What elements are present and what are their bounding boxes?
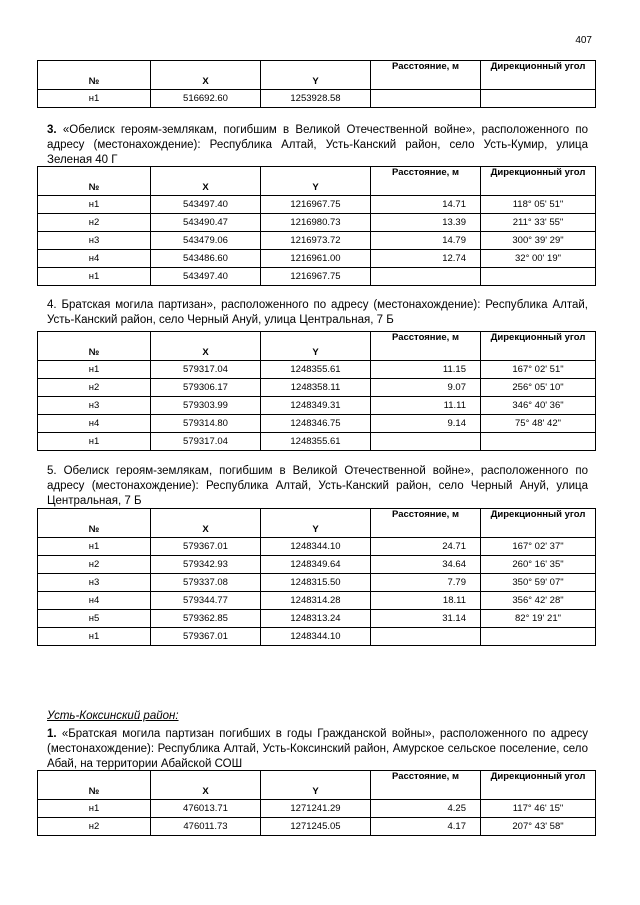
distance-cell: 7.79 (371, 574, 481, 592)
x-cell: 476013.71 (151, 800, 261, 818)
table-row (38, 379, 596, 397)
header-direction-angle: Дирекционный угол (481, 771, 596, 800)
table-row (38, 250, 596, 268)
header-direction-angle: Дирекционный угол (481, 509, 596, 538)
y-cell: 1271241.29 (261, 800, 371, 818)
y-cell: 1248358.11 (261, 379, 371, 397)
angle-cell: 32° 00' 19" (481, 250, 596, 268)
distance-cell: 34.64 (371, 556, 481, 574)
section-k1-description: «Братская могила партизан погибших в годы Гражданской войны», расположенного по адресу (местонахождение): Республика Алтай, Усть-Коксинский район, Амурское сельское поселение, село Абай, на территории Абайской СОШ (47, 728, 588, 770)
x-cell: 543486.60 (151, 250, 261, 268)
coordinates-table-0 (37, 60, 596, 108)
point-id-cell: н2 (38, 556, 151, 574)
table-row (38, 800, 596, 818)
x-cell: 543490.47 (151, 214, 261, 232)
table-row (38, 232, 596, 250)
x-cell: 579342.93 (151, 556, 261, 574)
header-direction-angle: Дирекционный угол (481, 167, 596, 196)
header-x: X (151, 167, 261, 196)
distance-cell: 14.79 (371, 232, 481, 250)
y-cell: 1248314.28 (261, 592, 371, 610)
x-cell: 579317.04 (151, 433, 261, 451)
coordinates-table-section-4 (37, 331, 596, 451)
angle-cell: 167° 02' 51" (481, 361, 596, 379)
angle-cell (481, 628, 596, 646)
table-row (38, 592, 596, 610)
y-cell: 1248315.50 (261, 574, 371, 592)
section-k1-number: 1. (47, 728, 57, 740)
distance-cell (371, 268, 481, 286)
x-cell: 579306.17 (151, 379, 261, 397)
y-cell: 1248346.75 (261, 415, 371, 433)
angle-cell: 207° 43' 58" (481, 818, 596, 836)
section-4-description: 4. Братская могила партизан», расположенного по адресу (местонахождение): Республика Алтай, Усть-Канский район, село Черный Ануй, улица Центральная, 7 Б (47, 299, 588, 326)
point-id-cell: н1 (38, 268, 151, 286)
table-row (38, 610, 596, 628)
table-row (38, 433, 596, 451)
header-direction-angle: Дирекционный угол (481, 332, 596, 361)
coordinates-table-section-3 (37, 166, 596, 286)
table-header-row (38, 167, 596, 196)
distance-cell (371, 90, 481, 108)
x-cell: 516692.60 (151, 90, 261, 108)
distance-cell (371, 628, 481, 646)
table-row (38, 196, 596, 214)
header-distance: Расстояние, м (371, 167, 481, 196)
x-cell: 543497.40 (151, 268, 261, 286)
section-3-text (47, 123, 588, 168)
y-cell: 1248355.61 (261, 433, 371, 451)
table-row (38, 214, 596, 232)
point-id-cell: н4 (38, 415, 151, 433)
point-id-cell: н1 (38, 800, 151, 818)
angle-cell: 75° 48' 42" (481, 415, 596, 433)
section-4-text (47, 298, 588, 328)
header-number: № (38, 167, 151, 196)
y-cell: 1248344.10 (261, 538, 371, 556)
table-header-row (38, 61, 596, 90)
table-row (38, 628, 596, 646)
header-x: X (151, 509, 261, 538)
angle-cell: 356° 42' 28" (481, 592, 596, 610)
x-cell: 579314.80 (151, 415, 261, 433)
header-distance: Расстояние, м (371, 61, 481, 90)
y-cell: 1248313.24 (261, 610, 371, 628)
point-id-cell: н4 (38, 250, 151, 268)
header-y: Y (261, 332, 371, 361)
header-number: № (38, 332, 151, 361)
angle-cell: 117° 46' 15" (481, 800, 596, 818)
distance-cell: 14.71 (371, 196, 481, 214)
point-id-cell: н1 (38, 196, 151, 214)
x-cell: 543497.40 (151, 196, 261, 214)
header-distance: Расстояние, м (371, 332, 481, 361)
distance-cell: 9.14 (371, 415, 481, 433)
header-x: X (151, 771, 261, 800)
y-cell: 1248344.10 (261, 628, 371, 646)
point-id-cell: н4 (38, 592, 151, 610)
table-row (38, 268, 596, 286)
x-cell: 579367.01 (151, 628, 261, 646)
point-id-cell: н1 (38, 433, 151, 451)
header-x: X (151, 332, 261, 361)
table-header-row (38, 771, 596, 800)
coordinates-table-section-5 (37, 508, 596, 646)
point-id-cell: н3 (38, 397, 151, 415)
x-cell: 579362.85 (151, 610, 261, 628)
point-id-cell: н1 (38, 90, 151, 108)
header-y: Y (261, 61, 371, 90)
point-id-cell: н2 (38, 379, 151, 397)
angle-cell: 211° 33' 55" (481, 214, 596, 232)
header-y: Y (261, 509, 371, 538)
y-cell: 1248355.61 (261, 361, 371, 379)
distance-cell: 4.25 (371, 800, 481, 818)
angle-cell: 167° 02' 37" (481, 538, 596, 556)
table-header-row (38, 332, 596, 361)
distance-cell: 31.14 (371, 610, 481, 628)
angle-cell: 82° 19' 21" (481, 610, 596, 628)
angle-cell (481, 433, 596, 451)
header-y: Y (261, 771, 371, 800)
distance-cell: 12.74 (371, 250, 481, 268)
point-id-cell: н1 (38, 538, 151, 556)
district-heading: Усть-Коксинский район: (47, 710, 179, 722)
table-row (38, 397, 596, 415)
header-number: № (38, 771, 151, 800)
point-id-cell: н2 (38, 818, 151, 836)
table-header-row (38, 509, 596, 538)
angle-cell (481, 90, 596, 108)
table-row (38, 90, 596, 108)
x-cell: 579367.01 (151, 538, 261, 556)
coordinates-table-section-k1 (37, 770, 596, 836)
point-id-cell: н1 (38, 361, 151, 379)
y-cell: 1248349.31 (261, 397, 371, 415)
point-id-cell: н5 (38, 610, 151, 628)
table-row (38, 574, 596, 592)
table-row (38, 556, 596, 574)
table-row (38, 415, 596, 433)
x-cell: 543479.06 (151, 232, 261, 250)
point-id-cell: н3 (38, 232, 151, 250)
header-number: № (38, 61, 151, 90)
distance-cell: 9.07 (371, 379, 481, 397)
y-cell: 1216967.75 (261, 268, 371, 286)
section-3-number: 3. (47, 124, 57, 136)
section-3-description: «Обелиск героям-землякам, погибшим в Великой Отечественной войне», расположенного по адресу (местонахождение): Республика Алтай, Усть-Канский район, село Усть-Кумир, улица Зеленая 40 Г (47, 124, 588, 166)
angle-cell (481, 268, 596, 286)
x-cell: 579337.08 (151, 574, 261, 592)
point-id-cell: н2 (38, 214, 151, 232)
section-5-description: 5. Обелиск героям-землякам, погибшим в Великой Отечественной войне», расположенного по адресу (местонахождение): Республика Алтай, Усть-Канский район, село Черный Ануй, улица Центральная, 7 Б (47, 465, 588, 507)
page-number: 407 (575, 35, 592, 46)
x-cell: 579317.04 (151, 361, 261, 379)
table-row (38, 361, 596, 379)
distance-cell: 4.17 (371, 818, 481, 836)
table-row (38, 818, 596, 836)
y-cell: 1253928.58 (261, 90, 371, 108)
distance-cell: 11.15 (371, 361, 481, 379)
angle-cell: 300° 39' 29" (481, 232, 596, 250)
table-row (38, 538, 596, 556)
distance-cell: 13.39 (371, 214, 481, 232)
y-cell: 1271245.05 (261, 818, 371, 836)
angle-cell: 118° 05' 51" (481, 196, 596, 214)
y-cell: 1216980.73 (261, 214, 371, 232)
distance-cell: 18.11 (371, 592, 481, 610)
distance-cell: 24.71 (371, 538, 481, 556)
header-direction-angle: Дирекционный угол (481, 61, 596, 90)
x-cell: 579344.77 (151, 592, 261, 610)
distance-cell (371, 433, 481, 451)
point-id-cell: н3 (38, 574, 151, 592)
header-number: № (38, 509, 151, 538)
y-cell: 1216961.00 (261, 250, 371, 268)
x-cell: 476011.73 (151, 818, 261, 836)
section-k1-text (47, 727, 588, 772)
header-x: X (151, 61, 261, 90)
angle-cell: 260° 16' 35" (481, 556, 596, 574)
angle-cell: 350° 59' 07" (481, 574, 596, 592)
section-5-text (47, 464, 588, 509)
angle-cell: 346° 40' 36" (481, 397, 596, 415)
header-distance: Расстояние, м (371, 509, 481, 538)
x-cell: 579303.99 (151, 397, 261, 415)
point-id-cell: н1 (38, 628, 151, 646)
distance-cell: 11.11 (371, 397, 481, 415)
header-distance: Расстояние, м (371, 771, 481, 800)
y-cell: 1216973.72 (261, 232, 371, 250)
header-y: Y (261, 167, 371, 196)
y-cell: 1248349.64 (261, 556, 371, 574)
angle-cell: 256° 05' 10" (481, 379, 596, 397)
y-cell: 1216967.75 (261, 196, 371, 214)
